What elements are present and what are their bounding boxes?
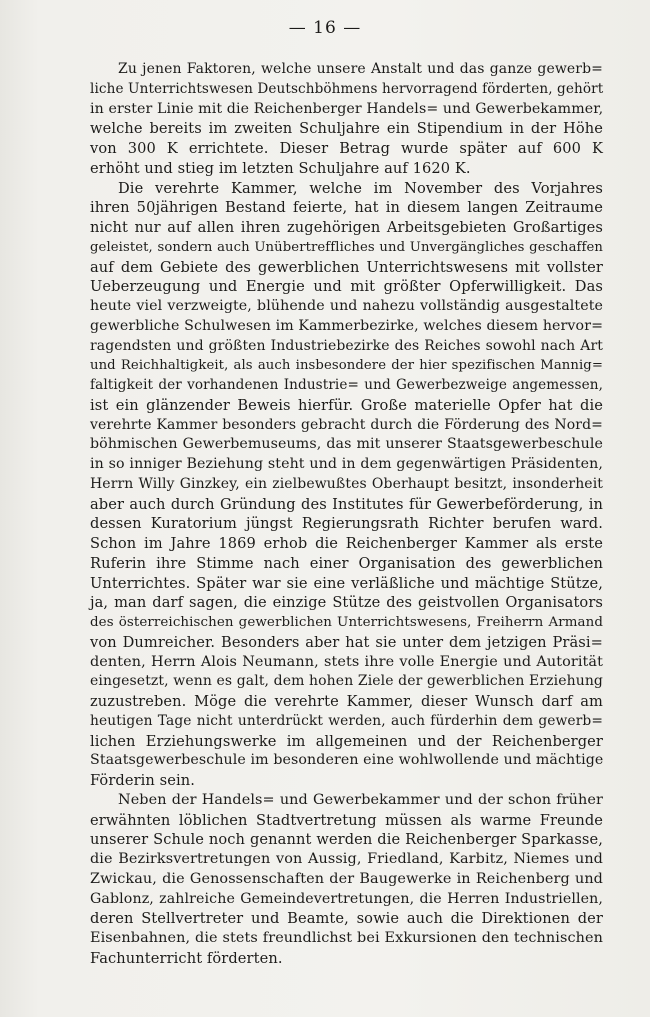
- text-line: liche Unterrichtswesen Deutschböhmens hervorragend förderten, gehört: [90, 80, 604, 97]
- text-line: und Reichhaltigkeit, als auch insbesondere der hier spezifischen Mannig=: [90, 358, 603, 374]
- text-line: Unterrichtes. Später war sie eine verläßliche und mächtige Stütze,: [90, 574, 603, 592]
- text-line: ja, man darf sagen, die einzige Stütze des geistvollen Organisators: [90, 594, 603, 612]
- text-line: zuzustreben. Möge die verehrte Kammer, dieser Wunsch darf am: [90, 693, 603, 710]
- text-line: erwähnten löblichen Stadtvertretung müssen als warme Freunde: [90, 811, 603, 829]
- text-line: Gablonz, zahlreiche Gemeindevertretungen, die Herren Industriellen,: [90, 890, 603, 907]
- text-line: Fachunterricht förderten.: [90, 949, 283, 967]
- text-line: nicht nur auf allen ihren zugehörigen Arbeitsgebieten Großartiges: [90, 219, 603, 236]
- paragraph-friends-of-school: [90, 791, 603, 969]
- text-line: auf dem Gebiete des gewerblichen Unterrichtswesens mit vollster: [90, 258, 603, 276]
- text-line: von Dumreicher. Besonders aber hat sie unter dem jetzigen Präsi=: [90, 633, 603, 651]
- text-line: faltigkeit der vorhandenen Industrie= und Gewerbezweige angemessen,: [90, 377, 603, 393]
- text-line: Zu jenen Faktoren, welche unsere Anstalt und das ganze gewerb=: [118, 61, 603, 77]
- text-line: ragendsten und größten Industriebezirke des Reiches sowohl nach Art: [90, 337, 603, 354]
- text-line: welche bereits im zweiten Schuljahre ein Stipendium in der Höhe: [90, 120, 603, 138]
- text-line: Zwickau, die Genossenschaften der Baugewerke in Reichenberg und: [90, 870, 603, 887]
- text-line: gewerbliche Schulwesen im Kammerbezirke, welches diesem hervor=: [90, 317, 604, 334]
- text-line: ihren 50jährigen Bestand feierte, hat in diesem langen Zeitraume: [90, 199, 603, 217]
- text-line: heute viel verzweigte, blühende und nahezu vollständig ausgestaltete: [90, 298, 603, 314]
- text-line: in erster Linie mit die Reichenberger Handels= und Gewerbekammer,: [90, 100, 604, 117]
- text-line: unserer Schule noch genannt werden die Reichenberger Sparkasse,: [90, 831, 603, 849]
- text-line: Förderin sein.: [90, 772, 195, 789]
- page-number: — 16 —: [288, 18, 362, 38]
- text-line: geleistet, sondern auch Unübertreffliches und Unvergängliches geschaffen: [90, 239, 603, 255]
- text-line: deren Stellvertreter und Beamte, sowie auch die Direktionen der: [90, 910, 603, 928]
- text-line: Herrn Willy Ginzkey, ein zielbewußtes Oberhaupt besitzt, insonderheit: [90, 475, 603, 492]
- text-line: des österreichischen gewerblichen Unterrichtswesens, Freiherrn Armand: [90, 615, 603, 630]
- text-line: denten, Herrn Alois Neumann, stets ihre volle Energie und Autorität: [90, 653, 603, 670]
- text-line: Ueberzeugung und Energie und mit größter Opferwilligkeit. Das: [90, 278, 603, 296]
- text-line: in so inniger Beziehung steht und in dem gegenwärtigen Präsidenten,: [90, 456, 603, 472]
- text-line: Eisenbahnen, die stets freundlichst bei Exkursionen den technischen: [90, 930, 603, 946]
- text-line: dessen Kuratorium jüngst Regierungsrath Richter berufen ward.: [90, 515, 603, 533]
- text-line: Ruferin ihre Stimme nach einer Organisation des gewerblichen: [90, 554, 603, 572]
- paragraph-chamber-merits: [90, 179, 603, 791]
- text-line: Die verehrte Kammer, welche im November des Vorjahres: [118, 179, 603, 197]
- text-line: von 300 K errichtete. Dieser Betrag wurde später auf 600 K: [90, 140, 603, 157]
- text-line: die Bezirksvertretungen von Aussig, Friedland, Karbitz, Niemes und: [90, 851, 603, 867]
- text-line: eingesetzt, wenn es galt, dem hohen Ziele der gewerblichen Erziehung: [90, 673, 603, 690]
- text-line: verehrte Kammer besonders gebracht durch die Förderung des Nord=: [90, 416, 603, 433]
- text-line: Staatsgewerbeschule im besonderen eine wohlwollende und mächtige: [90, 752, 604, 769]
- text-line: heutigen Tage nicht unterdrückt werden, auch fürderhin dem gewerb=: [90, 712, 603, 729]
- text-line: ist ein glänzender Beweis hierfür. Große materielle Opfer hat die: [90, 396, 603, 414]
- paragraph-chamber-stipend: [90, 60, 603, 179]
- text-line: erhöht und stieg im letzten Schuljahre auf 1620 K.: [90, 159, 471, 177]
- text-line: lichen Erziehungswerke im allgemeinen und der Reichenberger: [90, 732, 603, 750]
- text-line: aber auch durch Gründung des Institutes für Gewerbeförderung, in: [90, 495, 603, 513]
- body-text: [90, 60, 603, 969]
- text-line: Schon im Jahre 1869 erhob die Reichenberger Kammer als erste: [90, 535, 603, 552]
- text-line: böhmischen Gewerbemuseums, das mit unserer Staatsgewerbeschule: [90, 436, 603, 453]
- text-line: Neben der Handels= und Gewerbekammer und der schon früher: [118, 791, 603, 808]
